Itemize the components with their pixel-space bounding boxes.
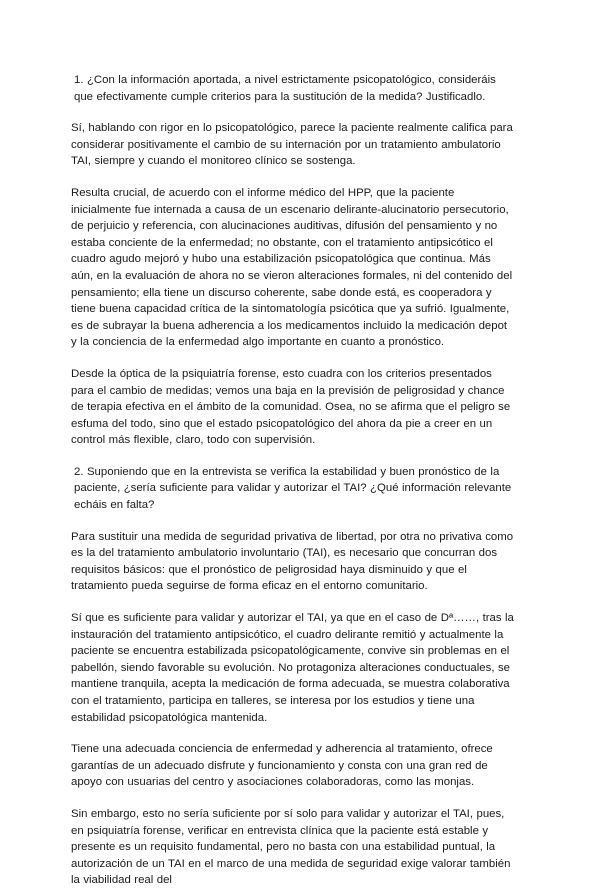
answer-2-paragraph-4: Sin embargo, esto no sería suficiente por sí solo para validar y autorizar el TAI, pues, en psiquiatría forense, verificar en entrevista clínica que la paciente está estable y presente es un requisito fundamental, pero no basta con una estabilidad puntual, la autorización de un TAI en el marco de una medida de seguridad exige valorar también la viabilidad real del — [71, 807, 511, 887]
answer-2-paragraph-3: Tiene una adecuada conciencia de enfermedad y adherencia al tratamiento, ofrece garantías de un adecuado disfrute y funcionamiento y consta con una gran red de apoyo con usuarias del centro y asociaciones colaboradoras, como las monjas. — [71, 743, 493, 789]
answer-2-paragraph-2: Sí que es suficiente para validar y autorizar el TAI, ya que en el caso de Dª……, tras la instauración del tratamiento antipsicótico, el cuadro delirante remitió y actualmente la paciente se encuentra estabilizada psicopatológicamente, convive sin problemas en el pabellón, siendo favorable su evolución. No protagoniza alteraciones conductuales, se mantiene tranquila, acepta la medicación de forma adecuada, se muestra colaborativa con el tratamiento, participa en talleres, se interesa por los estudios y tiene una estabilidad psicopatológica mantenida. — [71, 612, 514, 724]
answer-2-paragraph-1: Para sustituir una medida de seguridad privativa de libertad, por otra no privativa como es la del tratamiento ambulatorio involuntario (TAI), es necesario que concurran dos requisitos básicos: que el pronóstico de peligrosidad haya disminuido y que el tratamiento pueda seguirse de forma eficaz en el entorno comunitario. — [71, 530, 514, 593]
question-1-paragraph: 1. ¿Con la información aportada, a nivel estrictamente psicopatológico, consideráis que efectivamente cumple criterios para la sustitución de la medida? Justificadlo. — [74, 74, 496, 103]
answer-1-paragraph-2: Resulta crucial, de acuerdo con el informe médico del HPP, que la paciente inicialmente fue internada a causa de un escenario delirante-alucinatorio persecutorio, de perjuicio y referencia, con alucinaciones auditivas, difusión del pensamiento y no estaba conciente de la enfermedad; no obstante, con el tratamiento antipsicótico el cuadro agudo mejoró y hubo una estabilización psicopatológica que continua. Más aún, en la evaluación de ahora no se vieron alteraciones formales, ni del contenido del pensamiento; ella tiene un discurso coherente, sabe donde está, es cooperadora y tiene buena capacidad crítica de la sintomatología psicótica que ya sufrió. Igualmente, es de subrayar la buena adherencia a los medicamentos incluido la medicación depot y la conciencia de la enfermedad algo importante en cuanto a pronóstico. — [71, 186, 513, 349]
answer-1-paragraph-3: Desde la óptica de la psiquiatría forense, esto cuadra con los criterios presentados para el cambio de medidas; vemos una baja en la previsión de peligrosidad y chance de terapia efectiva en el ámbito de la comunidad. Osea, no se afirma que el peligro se esfuma del todo, sino que el estado psicopatológico del ahora da pie a creer en un control más flexible, claro, todo con supervisión. — [71, 367, 511, 447]
question-2-paragraph: 2. Suponiendo que en la entrevista se verifica la estabilidad y buen pronóstico de la paciente, ¿sería suficiente para validar y autorizar el TAI? ¿Qué información relevante echáis en falta? — [74, 465, 512, 512]
answer-1-paragraph-1: Sí, hablando con rigor en lo psicopatológico, parece la paciente realmente califica para considerar positivamente el cambio de su internación por un tratamiento ambulatorio TAI, siempre y cuando el monitoreo clínico se sostenga. — [71, 122, 513, 168]
